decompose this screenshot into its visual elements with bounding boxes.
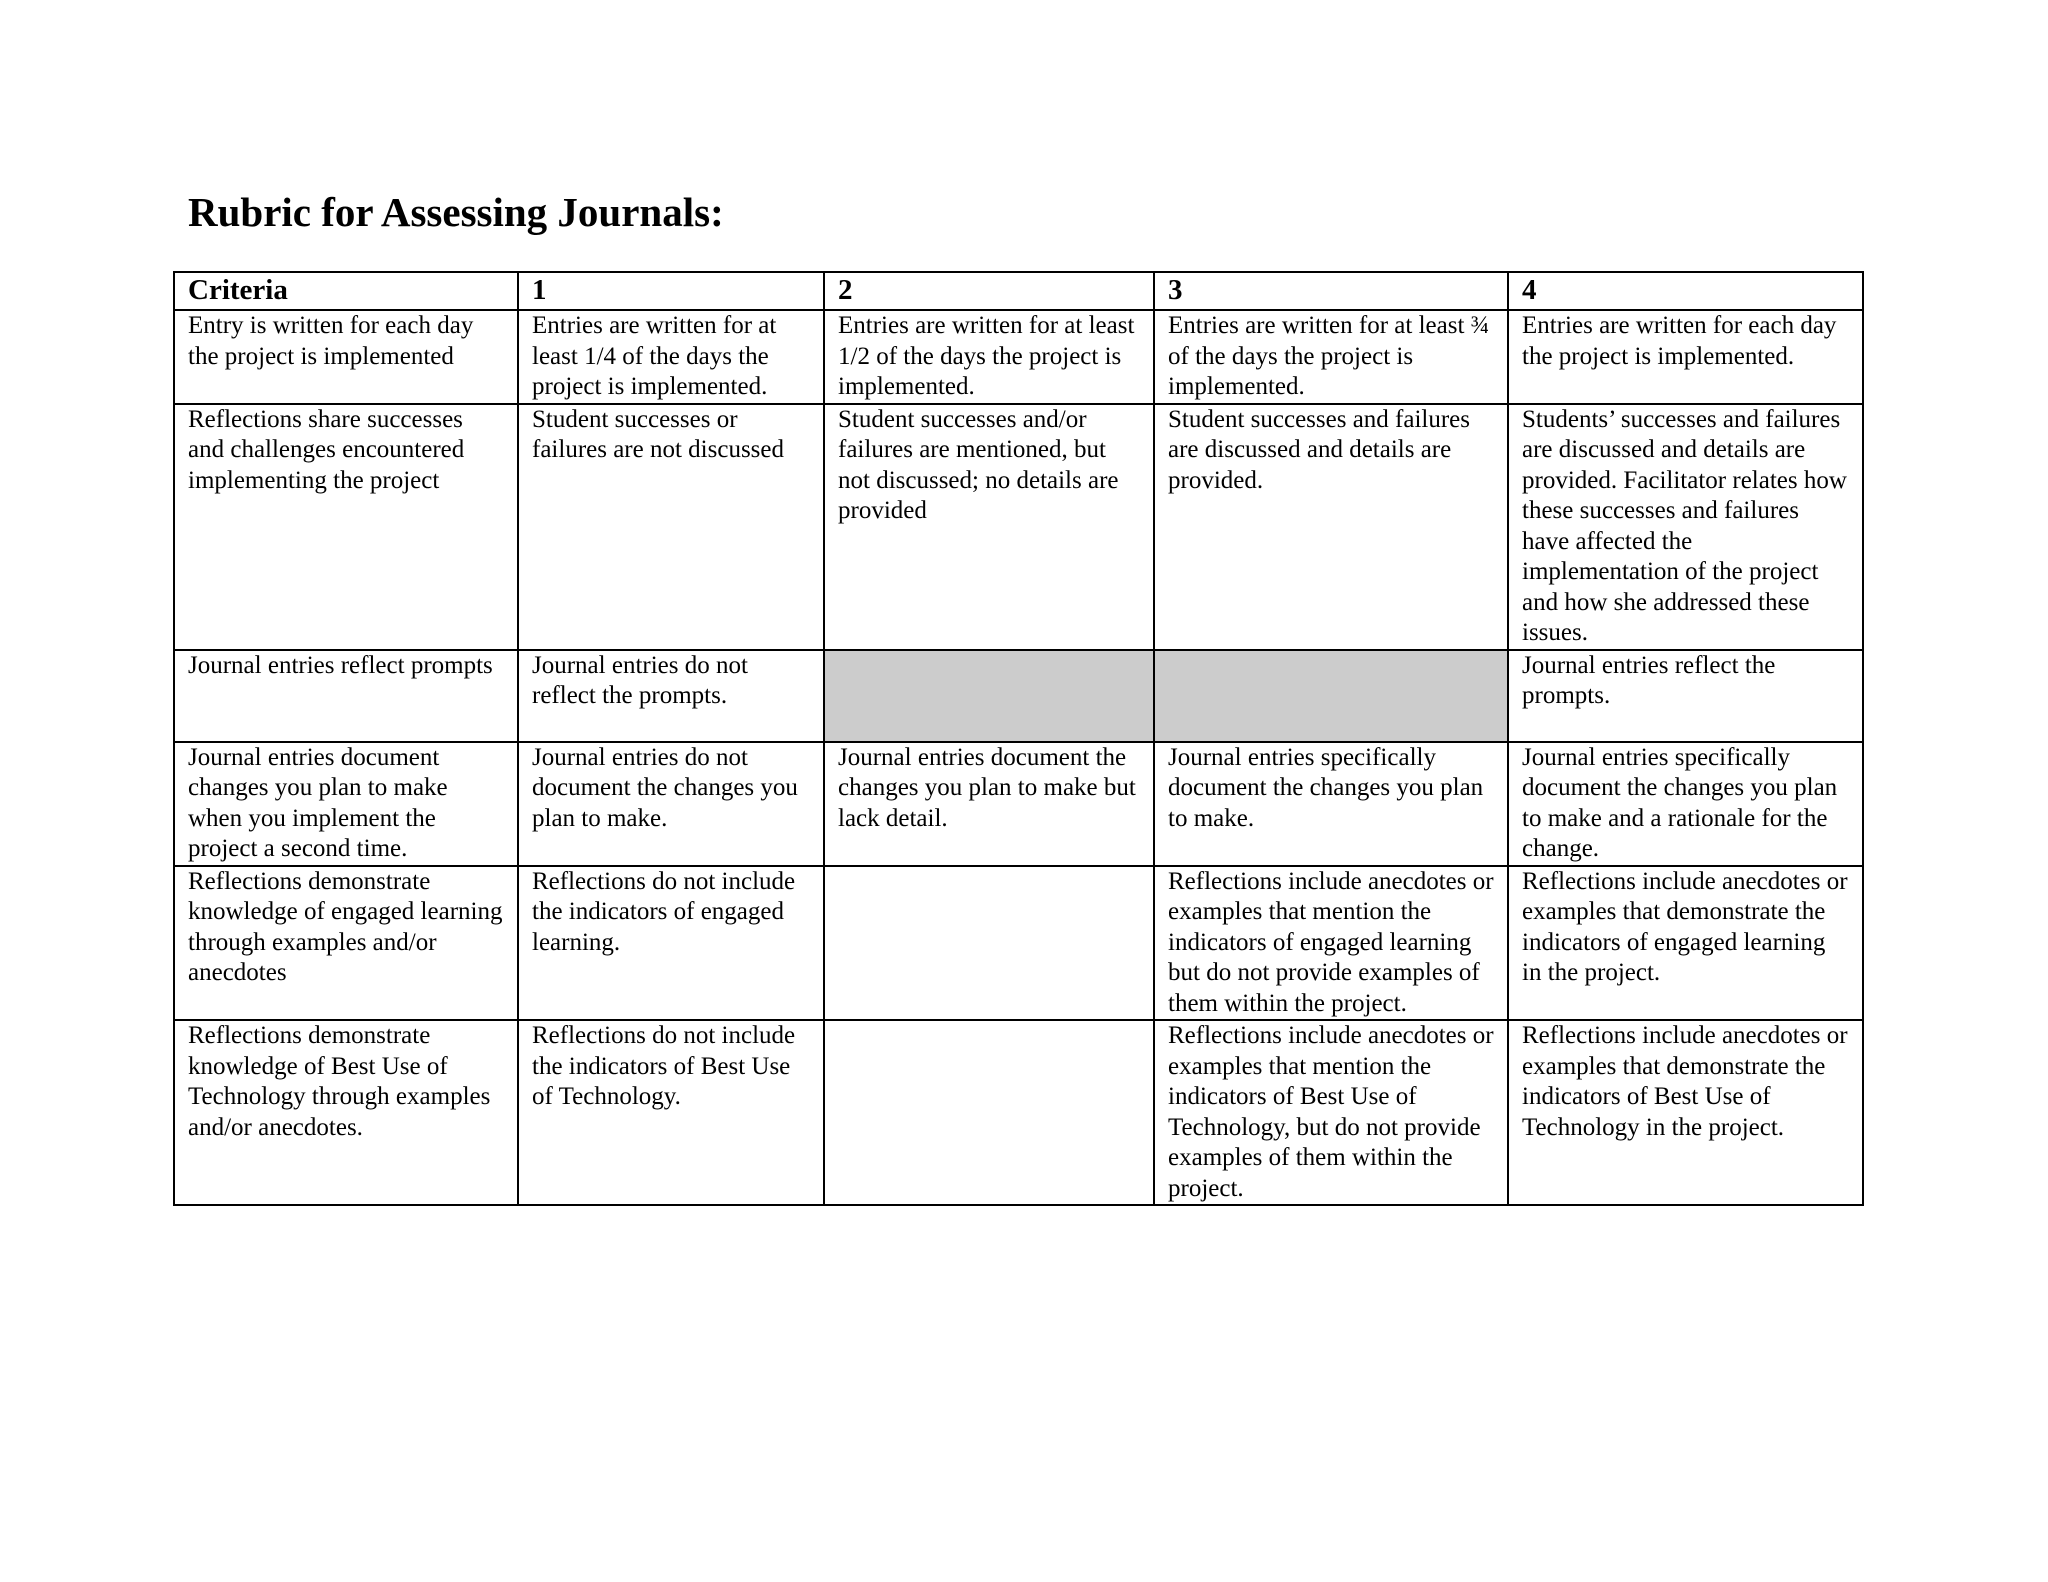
- score-3-cell: Journal entries specifically document the changes you plan to make.: [1154, 742, 1508, 866]
- score-1-cell: Journal entries do not reflect the prompts.: [518, 650, 824, 742]
- header-score-3: 3: [1154, 272, 1508, 310]
- score-2-cell: Entries are written for at least 1/2 of the days the project is implemented.: [824, 310, 1154, 404]
- criteria-cell: Entry is written for each day the project is implemented: [174, 310, 518, 404]
- page-title: Rubric for Assessing Journals:: [188, 189, 724, 235]
- table-row: [174, 866, 1863, 1021]
- criteria-cell: Reflections demonstrate knowledge of engaged learning through examples and/or anecdotes: [174, 866, 518, 1021]
- score-4-cell: Entries are written for each day the project is implemented.: [1508, 310, 1863, 404]
- table-row: [174, 1020, 1863, 1205]
- header-score-2: 2: [824, 272, 1154, 310]
- header-score-4: 4: [1508, 272, 1863, 310]
- score-3-cell: Reflections include anecdotes or examples that mention the indicators of Best Use of Technology, but do not provide examples of them within the project.: [1154, 1020, 1508, 1205]
- score-4-cell: Journal entries specifically document the changes you plan to make and a rationale for the change.: [1508, 742, 1863, 866]
- rubric-table: [173, 271, 1864, 1206]
- table-row: [174, 310, 1863, 404]
- score-2-cell: Journal entries document the changes you plan to make but lack detail.: [824, 742, 1154, 866]
- table-row: [174, 404, 1863, 650]
- header-criteria: Criteria: [174, 272, 518, 310]
- score-1-cell: Reflections do not include the indicators of engaged learning.: [518, 866, 824, 1021]
- criteria-cell: Reflections demonstrate knowledge of Best Use of Technology through examples and/or anecdotes.: [174, 1020, 518, 1205]
- score-1-cell: Journal entries do not document the changes you plan to make.: [518, 742, 824, 866]
- criteria-cell: Journal entries document changes you plan to make when you implement the project a second time.: [174, 742, 518, 866]
- table-row: [174, 742, 1863, 866]
- score-1-cell: Entries are written for at least 1/4 of the days the project is implemented.: [518, 310, 824, 404]
- criteria-cell: Reflections share successes and challenges encountered implementing the project: [174, 404, 518, 650]
- score-3-cell: Student successes and failures are discussed and details are provided.: [1154, 404, 1508, 650]
- score-3-cell-shaded: [1154, 650, 1508, 742]
- score-3-cell: Entries are written for at least ¾ of the days the project is implemented.: [1154, 310, 1508, 404]
- score-2-cell-shaded: [824, 650, 1154, 742]
- criteria-cell: Journal entries reflect prompts: [174, 650, 518, 742]
- score-1-cell: Student successes or failures are not discussed: [518, 404, 824, 650]
- table-row: [174, 650, 1863, 742]
- score-4-cell: Reflections include anecdotes or examples that demonstrate the indicators of engaged learning in the project.: [1508, 866, 1863, 1021]
- score-4-cell: Journal entries reflect the prompts.: [1508, 650, 1863, 742]
- score-2-cell: [824, 866, 1154, 1021]
- score-4-cell: Reflections include anecdotes or examples that demonstrate the indicators of Best Use of Technology in the project.: [1508, 1020, 1863, 1205]
- table-header-row: [174, 272, 1863, 310]
- score-2-cell: Student successes and/or failures are mentioned, but not discussed; no details are provided: [824, 404, 1154, 650]
- header-score-1: 1: [518, 272, 824, 310]
- score-1-cell: Reflections do not include the indicators of Best Use of Technology.: [518, 1020, 824, 1205]
- score-2-cell: [824, 1020, 1154, 1205]
- score-3-cell: Reflections include anecdotes or examples that mention the indicators of engaged learning but do not provide examples of them within the project.: [1154, 866, 1508, 1021]
- score-4-cell: Students’ successes and failures are discussed and details are provided. Facilitator relates how these successes and failures have affected the implementation of the project and how she addressed these issues.: [1508, 404, 1863, 650]
